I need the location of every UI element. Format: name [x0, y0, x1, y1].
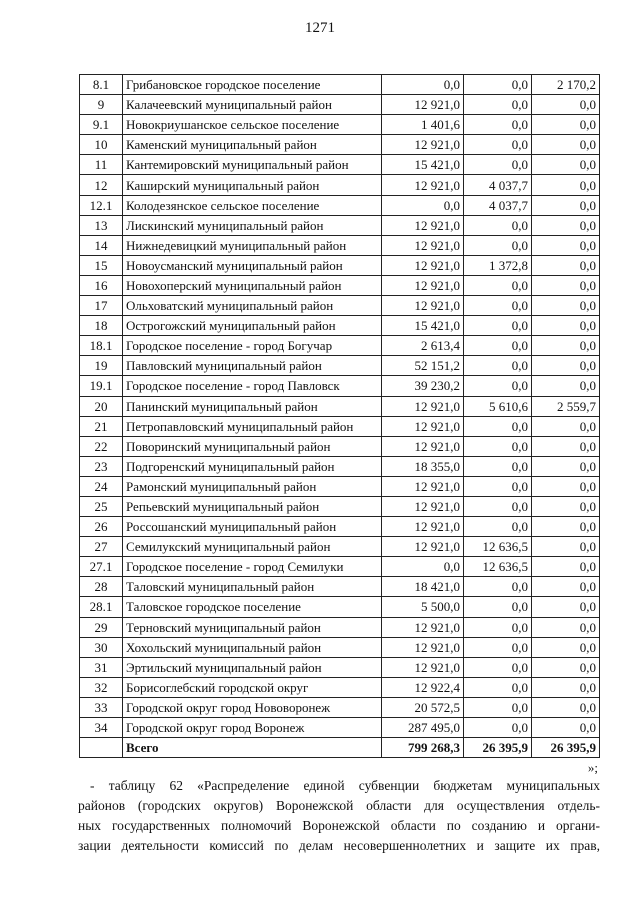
row-number: 34 — [80, 718, 123, 738]
amount-1: 20 572,5 — [382, 697, 464, 717]
amount-2: 0,0 — [464, 215, 532, 235]
amount-1: 12 921,0 — [382, 396, 464, 416]
municipality-name: Хохольский муниципальный район — [123, 637, 382, 657]
amount-2: 0,0 — [464, 135, 532, 155]
row-number: 25 — [80, 496, 123, 516]
amount-3: 0,0 — [532, 235, 600, 255]
amount-1: 287 495,0 — [382, 718, 464, 738]
amount-3: 0,0 — [532, 135, 600, 155]
total-amount-3: 26 395,9 — [532, 738, 600, 758]
amount-2: 0,0 — [464, 456, 532, 476]
table-row — [80, 356, 600, 376]
amount-2: 0,0 — [464, 476, 532, 496]
municipality-name: Подгоренский муниципальный район — [123, 456, 382, 476]
subvention-table — [79, 74, 600, 758]
row-number: 30 — [80, 637, 123, 657]
row-number: 18.1 — [80, 336, 123, 356]
amount-2: 0,0 — [464, 296, 532, 316]
total-amount-1: 799 268,3 — [382, 738, 464, 758]
amount-3: 0,0 — [532, 637, 600, 657]
amount-1: 12 921,0 — [382, 517, 464, 537]
table-row — [80, 496, 600, 516]
table-row — [80, 175, 600, 195]
municipality-name: Поворинский муниципальный район — [123, 436, 382, 456]
body-paragraph — [78, 776, 600, 856]
page-number: 1271 — [305, 20, 335, 36]
row-number: 21 — [80, 416, 123, 436]
amount-2: 1 372,8 — [464, 255, 532, 275]
amount-1: 2 613,4 — [382, 336, 464, 356]
amount-2: 4 037,7 — [464, 175, 532, 195]
amount-2: 0,0 — [464, 496, 532, 516]
table-row — [80, 517, 600, 537]
total-municipality-name: Всего — [123, 738, 382, 758]
amount-2: 0,0 — [464, 316, 532, 336]
municipality-name: Городской округ город Воронеж — [123, 718, 382, 738]
amount-2: 0,0 — [464, 416, 532, 436]
amount-3: 0,0 — [532, 95, 600, 115]
amount-3: 0,0 — [532, 537, 600, 557]
row-number: 28.1 — [80, 597, 123, 617]
closing-quote: »; — [587, 760, 598, 775]
amount-3: 0,0 — [532, 195, 600, 215]
table-row — [80, 577, 600, 597]
table-row — [80, 456, 600, 476]
paragraph-line: районов (городских округов) Воронежской области для осуществления отдель- — [78, 798, 600, 813]
row-number: 19.1 — [80, 376, 123, 396]
municipality-name: Терновский муниципальный район — [123, 617, 382, 637]
municipality-name: Городское поселение - город Семилуки — [123, 557, 382, 577]
table-row — [80, 336, 600, 356]
table-row — [80, 296, 600, 316]
row-number: 33 — [80, 697, 123, 717]
amount-1: 0,0 — [382, 195, 464, 215]
amount-3: 0,0 — [532, 215, 600, 235]
amount-2: 0,0 — [464, 697, 532, 717]
municipality-name: Городской округ город Нововоронеж — [123, 697, 382, 717]
amount-2: 0,0 — [464, 235, 532, 255]
row-number: 18 — [80, 316, 123, 336]
table-row — [80, 95, 600, 115]
amount-2: 0,0 — [464, 155, 532, 175]
row-number: 31 — [80, 657, 123, 677]
amount-2: 0,0 — [464, 517, 532, 537]
municipality-name: Таловский муниципальный район — [123, 577, 382, 597]
table-row — [80, 376, 600, 396]
municipality-name: Павловский муниципальный район — [123, 356, 382, 376]
amount-1: 52 151,2 — [382, 356, 464, 376]
amount-3: 0,0 — [532, 697, 600, 717]
amount-2: 0,0 — [464, 95, 532, 115]
municipality-name: Новохоперский муниципальный район — [123, 275, 382, 295]
amount-3: 0,0 — [532, 255, 600, 275]
amount-3: 0,0 — [532, 577, 600, 597]
amount-3: 2 170,2 — [532, 75, 600, 95]
row-number: 29 — [80, 617, 123, 637]
row-number: 14 — [80, 235, 123, 255]
municipality-name: Репьевский муниципальный район — [123, 496, 382, 516]
amount-3: 0,0 — [532, 517, 600, 537]
amount-1: 15 421,0 — [382, 316, 464, 336]
municipality-name: Таловское городское поселение — [123, 597, 382, 617]
row-number: 17 — [80, 296, 123, 316]
table-row — [80, 436, 600, 456]
municipality-name: Ольховатский муниципальный район — [123, 296, 382, 316]
total-row-number — [80, 738, 123, 758]
amount-3: 0,0 — [532, 115, 600, 135]
table-row — [80, 416, 600, 436]
row-number: 32 — [80, 677, 123, 697]
amount-3: 0,0 — [532, 496, 600, 516]
table-row — [80, 537, 600, 557]
table-row — [80, 316, 600, 336]
amount-3: 0,0 — [532, 296, 600, 316]
municipality-name: Городское поселение - город Богучар — [123, 336, 382, 356]
table-row — [80, 195, 600, 215]
table-row — [80, 75, 600, 95]
amount-3: 0,0 — [532, 718, 600, 738]
amount-3: 0,0 — [532, 436, 600, 456]
amount-3: 0,0 — [532, 557, 600, 577]
amount-1: 12 921,0 — [382, 496, 464, 516]
amount-2: 12 636,5 — [464, 557, 532, 577]
table-row — [80, 215, 600, 235]
table-row — [80, 637, 600, 657]
amount-2: 4 037,7 — [464, 195, 532, 215]
table-row — [80, 597, 600, 617]
row-number: 11 — [80, 155, 123, 175]
table-row — [80, 235, 600, 255]
amount-3: 0,0 — [532, 175, 600, 195]
amount-2: 0,0 — [464, 275, 532, 295]
row-number: 27.1 — [80, 557, 123, 577]
row-number: 13 — [80, 215, 123, 235]
amount-3: 0,0 — [532, 356, 600, 376]
amount-1: 12 921,0 — [382, 275, 464, 295]
table-total-row — [80, 738, 600, 758]
amount-3: 0,0 — [532, 617, 600, 637]
row-number: 22 — [80, 436, 123, 456]
table-row — [80, 718, 600, 738]
amount-2: 0,0 — [464, 577, 532, 597]
table-row — [80, 697, 600, 717]
paragraph-line: - таблицу 62 «Распределение единой субвенции бюджетам муниципальных — [90, 778, 600, 793]
table-row — [80, 155, 600, 175]
municipality-name: Каменский муниципальный район — [123, 135, 382, 155]
amount-2: 0,0 — [464, 336, 532, 356]
amount-2: 0,0 — [464, 657, 532, 677]
amount-3: 0,0 — [532, 657, 600, 677]
municipality-name: Россошанский муниципальный район — [123, 517, 382, 537]
amount-1: 12 921,0 — [382, 476, 464, 496]
table-body — [80, 75, 600, 758]
row-number: 27 — [80, 537, 123, 557]
table-row — [80, 255, 600, 275]
amount-3: 0,0 — [532, 275, 600, 295]
paragraph-line: зации деятельности комиссий по делам несовершеннолетних и защите их прав, — [78, 838, 600, 853]
municipality-name: Городское поселение - город Павловск — [123, 376, 382, 396]
table-row — [80, 476, 600, 496]
amount-1: 0,0 — [382, 75, 464, 95]
amount-3: 0,0 — [532, 155, 600, 175]
table-row — [80, 557, 600, 577]
municipality-name: Каширский муниципальный район — [123, 175, 382, 195]
row-number: 8.1 — [80, 75, 123, 95]
amount-3: 0,0 — [532, 677, 600, 697]
amount-3: 0,0 — [532, 476, 600, 496]
amount-1: 12 921,0 — [382, 416, 464, 436]
amount-2: 5 610,6 — [464, 396, 532, 416]
amount-1: 15 421,0 — [382, 155, 464, 175]
municipality-name: Новокриушанское сельское поселение — [123, 115, 382, 135]
amount-1: 12 921,0 — [382, 175, 464, 195]
table-row — [80, 617, 600, 637]
amount-1: 12 921,0 — [382, 135, 464, 155]
amount-1: 39 230,2 — [382, 376, 464, 396]
amount-1: 0,0 — [382, 557, 464, 577]
row-number: 12.1 — [80, 195, 123, 215]
table-row — [80, 657, 600, 677]
table-row — [80, 115, 600, 135]
table-row — [80, 135, 600, 155]
row-number: 28 — [80, 577, 123, 597]
row-number: 26 — [80, 517, 123, 537]
amount-2: 0,0 — [464, 597, 532, 617]
table-row — [80, 677, 600, 697]
amount-1: 12 921,0 — [382, 617, 464, 637]
amount-1: 12 922,4 — [382, 677, 464, 697]
amount-3: 0,0 — [532, 456, 600, 476]
municipality-name: Панинский муниципальный район — [123, 396, 382, 416]
amount-2: 0,0 — [464, 115, 532, 135]
amount-3: 2 559,7 — [532, 396, 600, 416]
amount-3: 0,0 — [532, 336, 600, 356]
row-number: 15 — [80, 255, 123, 275]
amount-3: 0,0 — [532, 416, 600, 436]
amount-3: 0,0 — [532, 597, 600, 617]
municipality-name: Рамонский муниципальный район — [123, 476, 382, 496]
amount-1: 5 500,0 — [382, 597, 464, 617]
row-number: 24 — [80, 476, 123, 496]
row-number: 20 — [80, 396, 123, 416]
row-number: 12 — [80, 175, 123, 195]
municipality-name: Грибановское городское поселение — [123, 75, 382, 95]
amount-2: 0,0 — [464, 75, 532, 95]
amount-2: 0,0 — [464, 617, 532, 637]
amount-1: 12 921,0 — [382, 95, 464, 115]
amount-1: 12 921,0 — [382, 296, 464, 316]
amount-1: 12 921,0 — [382, 436, 464, 456]
table-row — [80, 275, 600, 295]
row-number: 9.1 — [80, 115, 123, 135]
row-number: 23 — [80, 456, 123, 476]
row-number: 10 — [80, 135, 123, 155]
amount-1: 12 921,0 — [382, 235, 464, 255]
amount-2: 0,0 — [464, 376, 532, 396]
paragraph-line: ных государственных полномочий Воронежской области по созданию и органи- — [78, 818, 600, 833]
amount-1: 12 921,0 — [382, 215, 464, 235]
table-row — [80, 396, 600, 416]
row-number: 9 — [80, 95, 123, 115]
amount-1: 12 921,0 — [382, 537, 464, 557]
municipality-name: Острогожский муниципальный район — [123, 316, 382, 336]
amount-2: 0,0 — [464, 677, 532, 697]
municipality-name: Борисоглебский городской округ — [123, 677, 382, 697]
amount-2: 0,0 — [464, 356, 532, 376]
amount-2: 0,0 — [464, 436, 532, 456]
amount-1: 12 921,0 — [382, 657, 464, 677]
amount-1: 12 921,0 — [382, 637, 464, 657]
amount-2: 0,0 — [464, 718, 532, 738]
amount-3: 0,0 — [532, 376, 600, 396]
municipality-name: Кантемировский муниципальный район — [123, 155, 382, 175]
amount-1: 1 401,6 — [382, 115, 464, 135]
amount-1: 12 921,0 — [382, 255, 464, 275]
amount-2: 0,0 — [464, 637, 532, 657]
amount-1: 18 355,0 — [382, 456, 464, 476]
row-number: 16 — [80, 275, 123, 295]
municipality-name: Эртильский муниципальный район — [123, 657, 382, 677]
total-amount-2: 26 395,9 — [464, 738, 532, 758]
municipality-name: Семилукский муниципальный район — [123, 537, 382, 557]
amount-3: 0,0 — [532, 316, 600, 336]
municipality-name: Новоусманский муниципальный район — [123, 255, 382, 275]
amount-2: 12 636,5 — [464, 537, 532, 557]
row-number: 19 — [80, 356, 123, 376]
municipality-name: Колодезянское сельское поселение — [123, 195, 382, 215]
amount-1: 18 421,0 — [382, 577, 464, 597]
municipality-name: Петропавловский муниципальный район — [123, 416, 382, 436]
municipality-name: Лискинский муниципальный район — [123, 215, 382, 235]
municipality-name: Калачеевский муниципальный район — [123, 95, 382, 115]
municipality-name: Нижнедевицкий муниципальный район — [123, 235, 382, 255]
